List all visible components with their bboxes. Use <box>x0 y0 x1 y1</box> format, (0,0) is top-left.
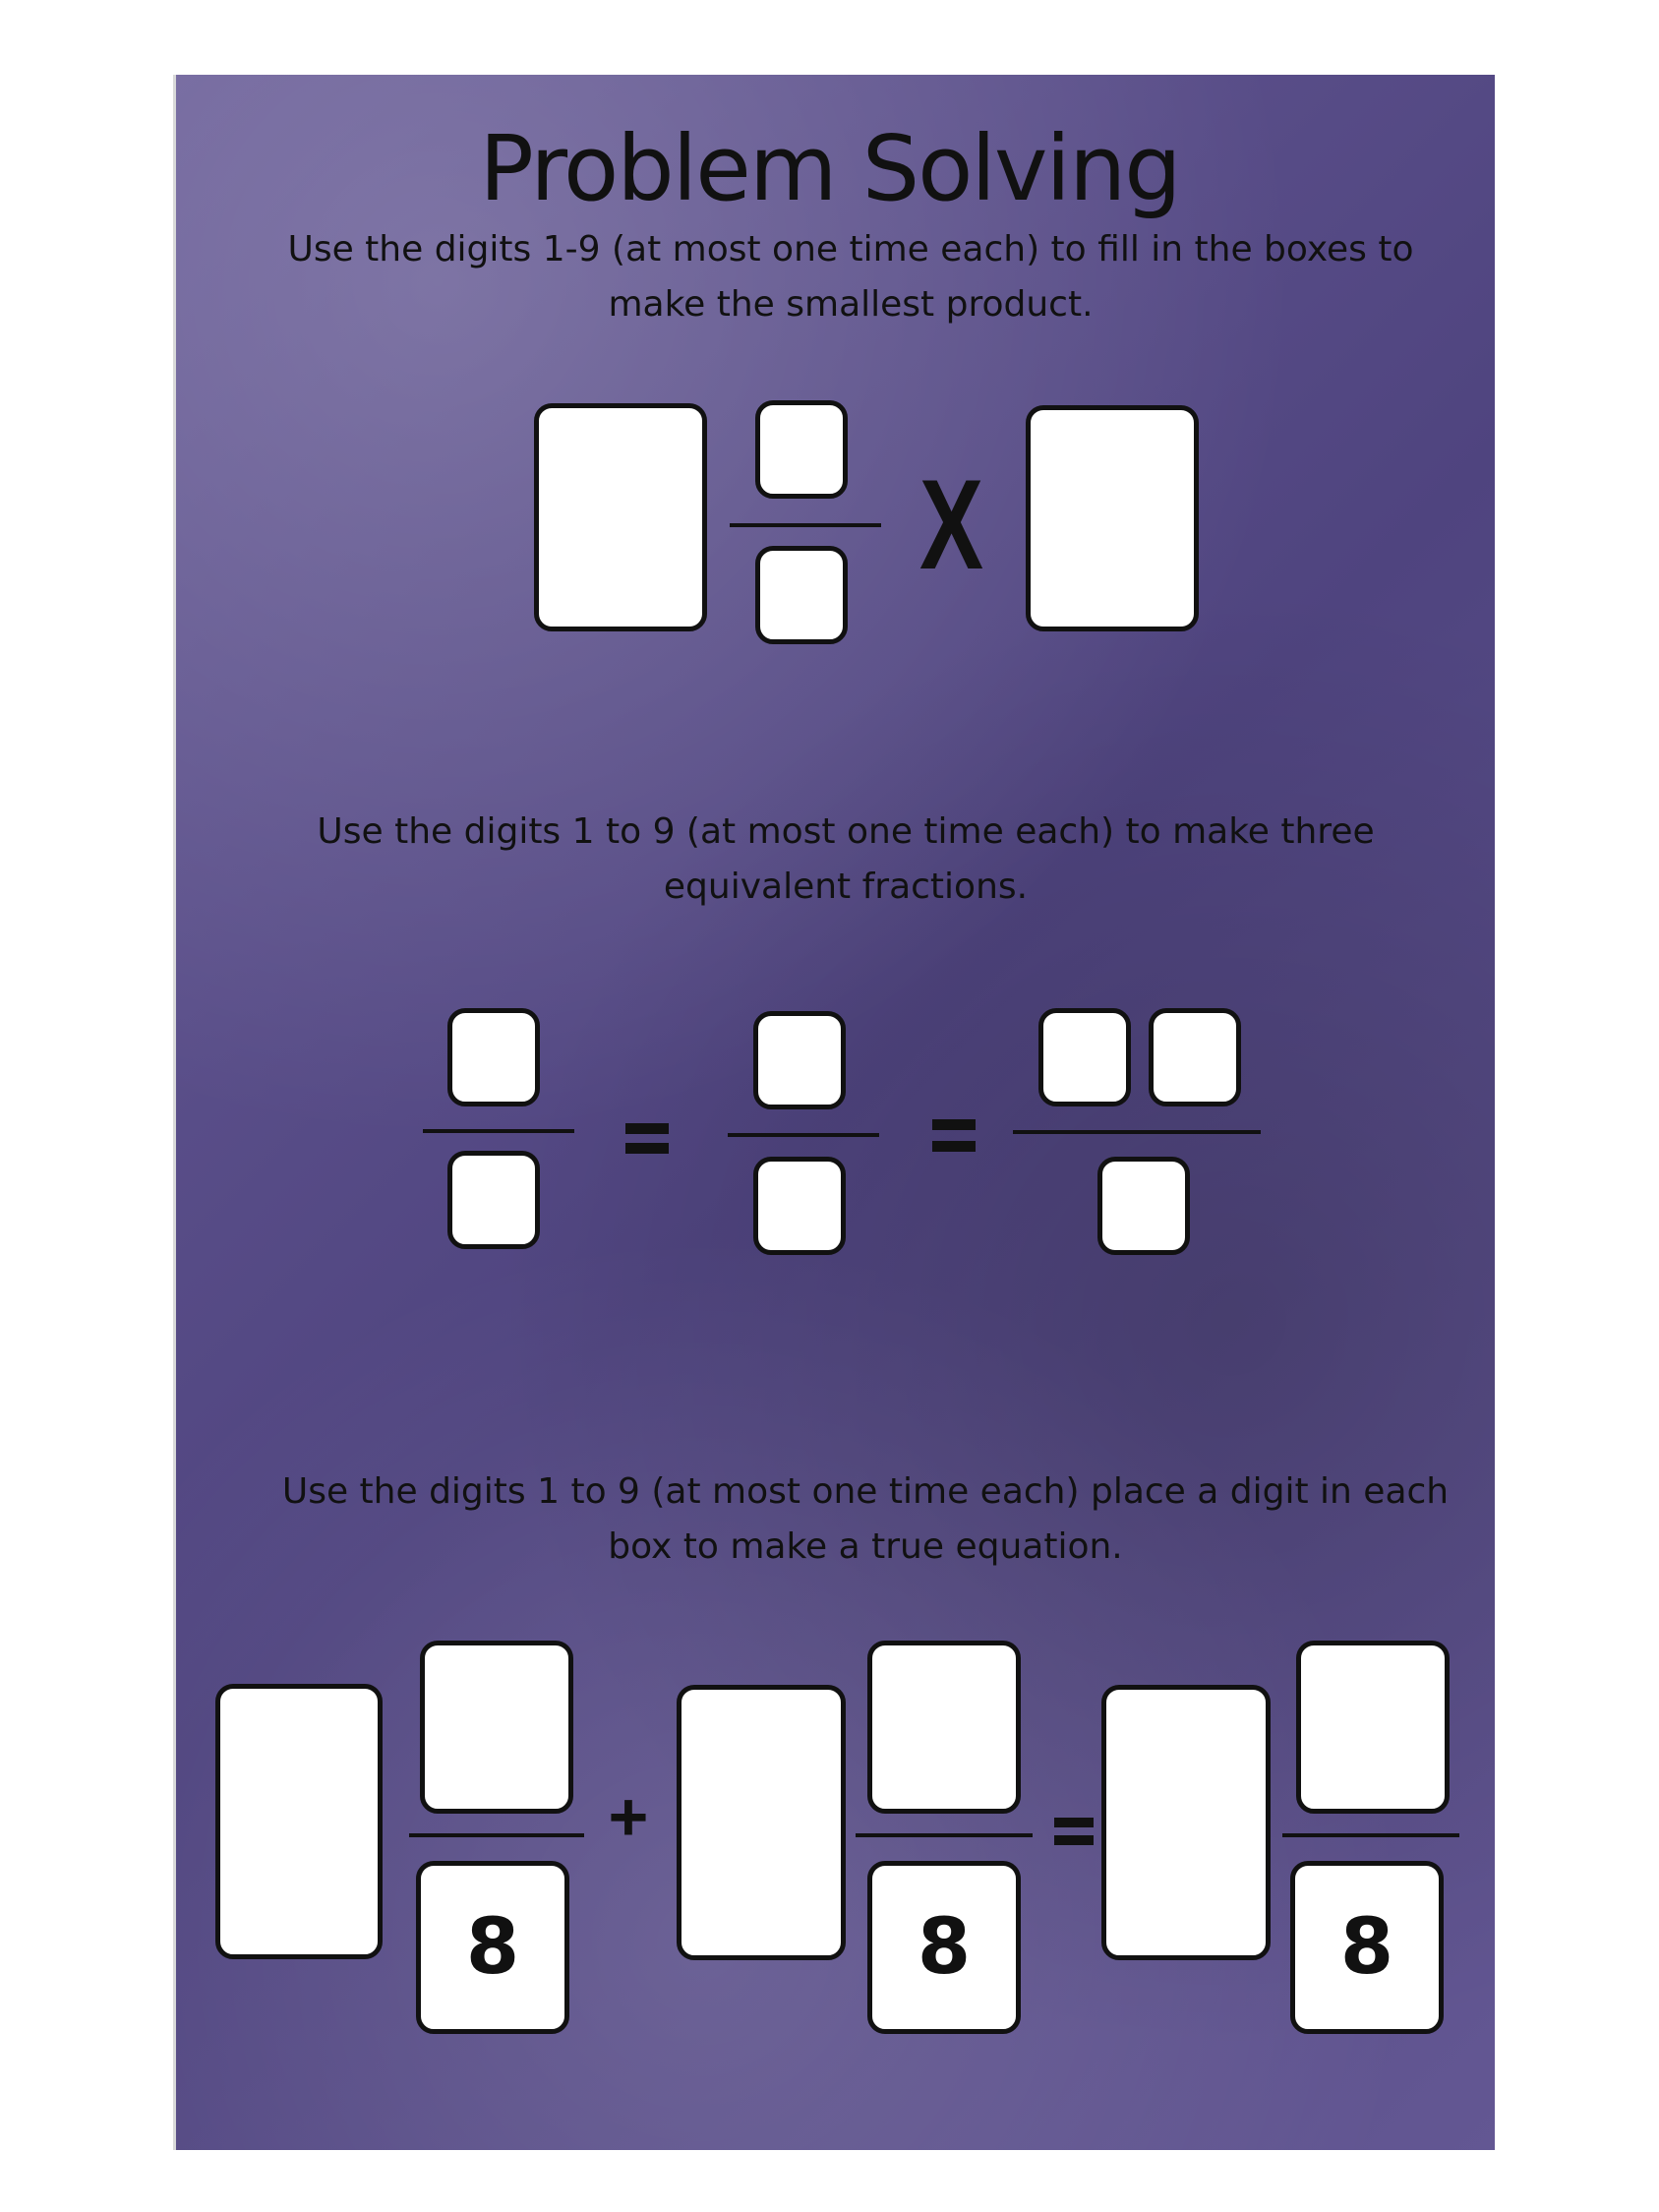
p1-denominator-box[interactable] <box>755 546 848 644</box>
p2-fraction-1-numerator-box[interactable] <box>447 1008 540 1106</box>
p1-fraction-bar <box>730 523 881 527</box>
p2-equals-sign-1-bottom <box>625 1143 669 1154</box>
problem-1-prompt: Use the digits 1-9 (at most one time each) to fill in the boxes to make the smallest product. <box>287 229 1414 325</box>
p1-multiplier-box[interactable] <box>1026 405 1199 631</box>
p3-mixed-2-numerator-box[interactable] <box>867 1641 1021 1814</box>
p1-times-sign: X <box>919 452 984 596</box>
p3-mixed-2-whole-box[interactable] <box>677 1685 846 1960</box>
p2-fraction-3-denominator-box[interactable] <box>1097 1157 1190 1255</box>
p3-mixed-1-numerator-box[interactable] <box>420 1641 573 1814</box>
p3-mixed-3-whole-box[interactable] <box>1101 1685 1271 1960</box>
p2-fraction-2-numerator-box[interactable] <box>753 1011 846 1109</box>
p2-fraction-2-bar <box>728 1133 879 1137</box>
p2-fraction-3-numerator-ones-box[interactable] <box>1149 1008 1241 1106</box>
p1-whole-box[interactable] <box>534 403 707 631</box>
p3-plus-sign: + <box>608 1778 649 1855</box>
p3-equals-sign-top <box>1054 1818 1094 1827</box>
p3-mixed-3-denominator-box: 8 <box>1290 1861 1444 2034</box>
p2-equals-sign-2-bottom <box>932 1141 976 1152</box>
problem-3-prompt: Use the digits 1 to 9 (at most one time each) place a digit in each box to make a true equation. <box>281 1471 1450 1567</box>
p2-fraction-1-bar <box>423 1129 574 1133</box>
p2-equals-sign-1-top <box>625 1123 669 1134</box>
p2-fraction-1-denominator-box[interactable] <box>447 1151 540 1249</box>
page-edge <box>173 75 176 2150</box>
p2-fraction-3-bar <box>1013 1130 1261 1134</box>
p2-equals-sign-2-top <box>932 1119 976 1130</box>
p3-mixed-1-denominator-box: 8 <box>416 1861 569 2034</box>
p3-mixed-2-bar <box>856 1833 1033 1837</box>
p2-fraction-3-numerator-tens-box[interactable] <box>1038 1008 1131 1106</box>
p1-numerator-box[interactable] <box>755 400 848 499</box>
p3-mixed-3-numerator-box[interactable] <box>1296 1641 1450 1814</box>
p2-fraction-2-denominator-box[interactable] <box>753 1157 846 1255</box>
p3-mixed-1-whole-box[interactable] <box>215 1684 383 1959</box>
page-title: Problem Solving <box>479 116 1180 221</box>
p3-equals-sign-bottom <box>1054 1835 1094 1845</box>
p3-mixed-2-denominator-box: 8 <box>867 1861 1021 2034</box>
p3-mixed-3-bar <box>1282 1833 1459 1837</box>
p3-mixed-1-bar <box>409 1833 584 1837</box>
problem-2-prompt: Use the digits 1 to 9 (at most one time each) to make three equivalent fractions. <box>317 811 1375 907</box>
